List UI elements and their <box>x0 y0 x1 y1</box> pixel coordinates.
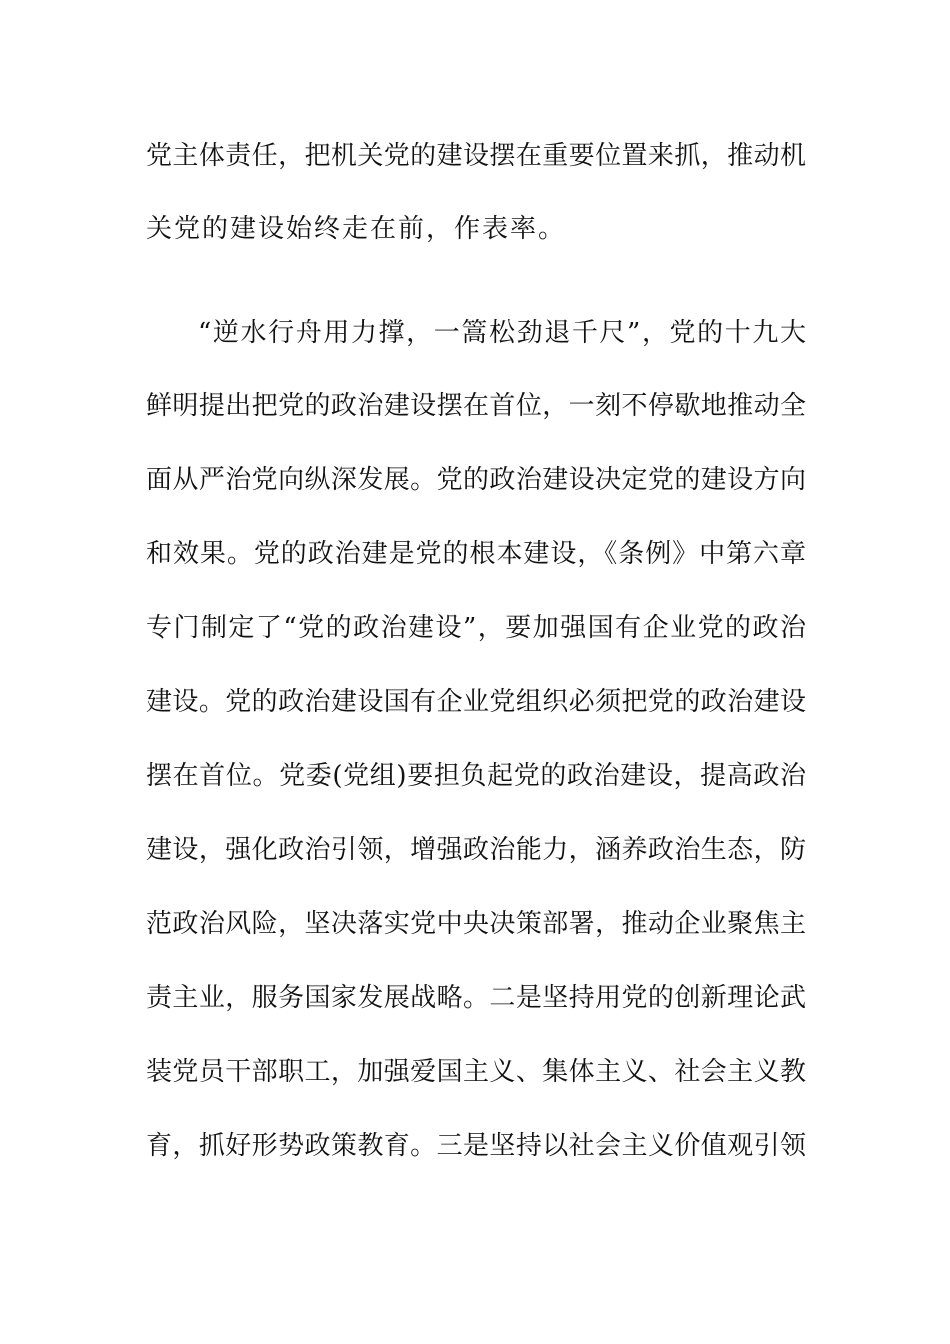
paragraph-2-line-8: 建设，强化政治引领，增强政治能力，涵养政治生态，防 <box>146 835 806 865</box>
paragraph-2-line-11: 装党员干部职工，加强爱国主义、集体主义、社会主义教 <box>146 1057 806 1087</box>
paragraph-1-line-1: 党主体责任，把机关党的建设摆在重要位置来抓，推动机 <box>146 141 806 171</box>
paragraph-2-line-9: 范政治风险，坚决落实党中央决策部署，推动企业聚焦主 <box>146 909 806 939</box>
paragraph-2-line-7: 摆在首位。党委(党组)要担负起党的政治建设，提高政治 <box>146 761 806 791</box>
paragraph-2-line-6: 建设。党的政治建设国有企业党组织必须把党的政治建设 <box>146 687 806 717</box>
paragraph-1-line-2: 关党的建设始终走在前，作表率。 <box>146 214 567 244</box>
paragraph-2-line-1: “逆水行舟用力撑，一篙松劲退千尺”，党的十九大 <box>198 318 806 348</box>
paragraph-2-line-2: 鲜明提出把党的政治建设摆在首位，一刻不停歇地推动全 <box>146 391 806 421</box>
paragraph-2-line-12: 育，抓好形势政策教育。三是坚持以社会主义价值观引领 <box>146 1131 806 1161</box>
paragraph-2-line-10: 责主业，服务国家发展战略。二是坚持用党的创新理论武 <box>146 983 806 1013</box>
paragraph-2-line-4: 和效果。党的政治建是党的根本建设，《条例》中第六章 <box>146 539 806 569</box>
paragraph-2-line-5: 专门制定了“党的政治建设”，要加强国有企业党的政治 <box>146 613 806 643</box>
paragraph-2-line-3: 面从严治党向纵深发展。党的政治建设决定党的建设方向 <box>146 465 806 495</box>
